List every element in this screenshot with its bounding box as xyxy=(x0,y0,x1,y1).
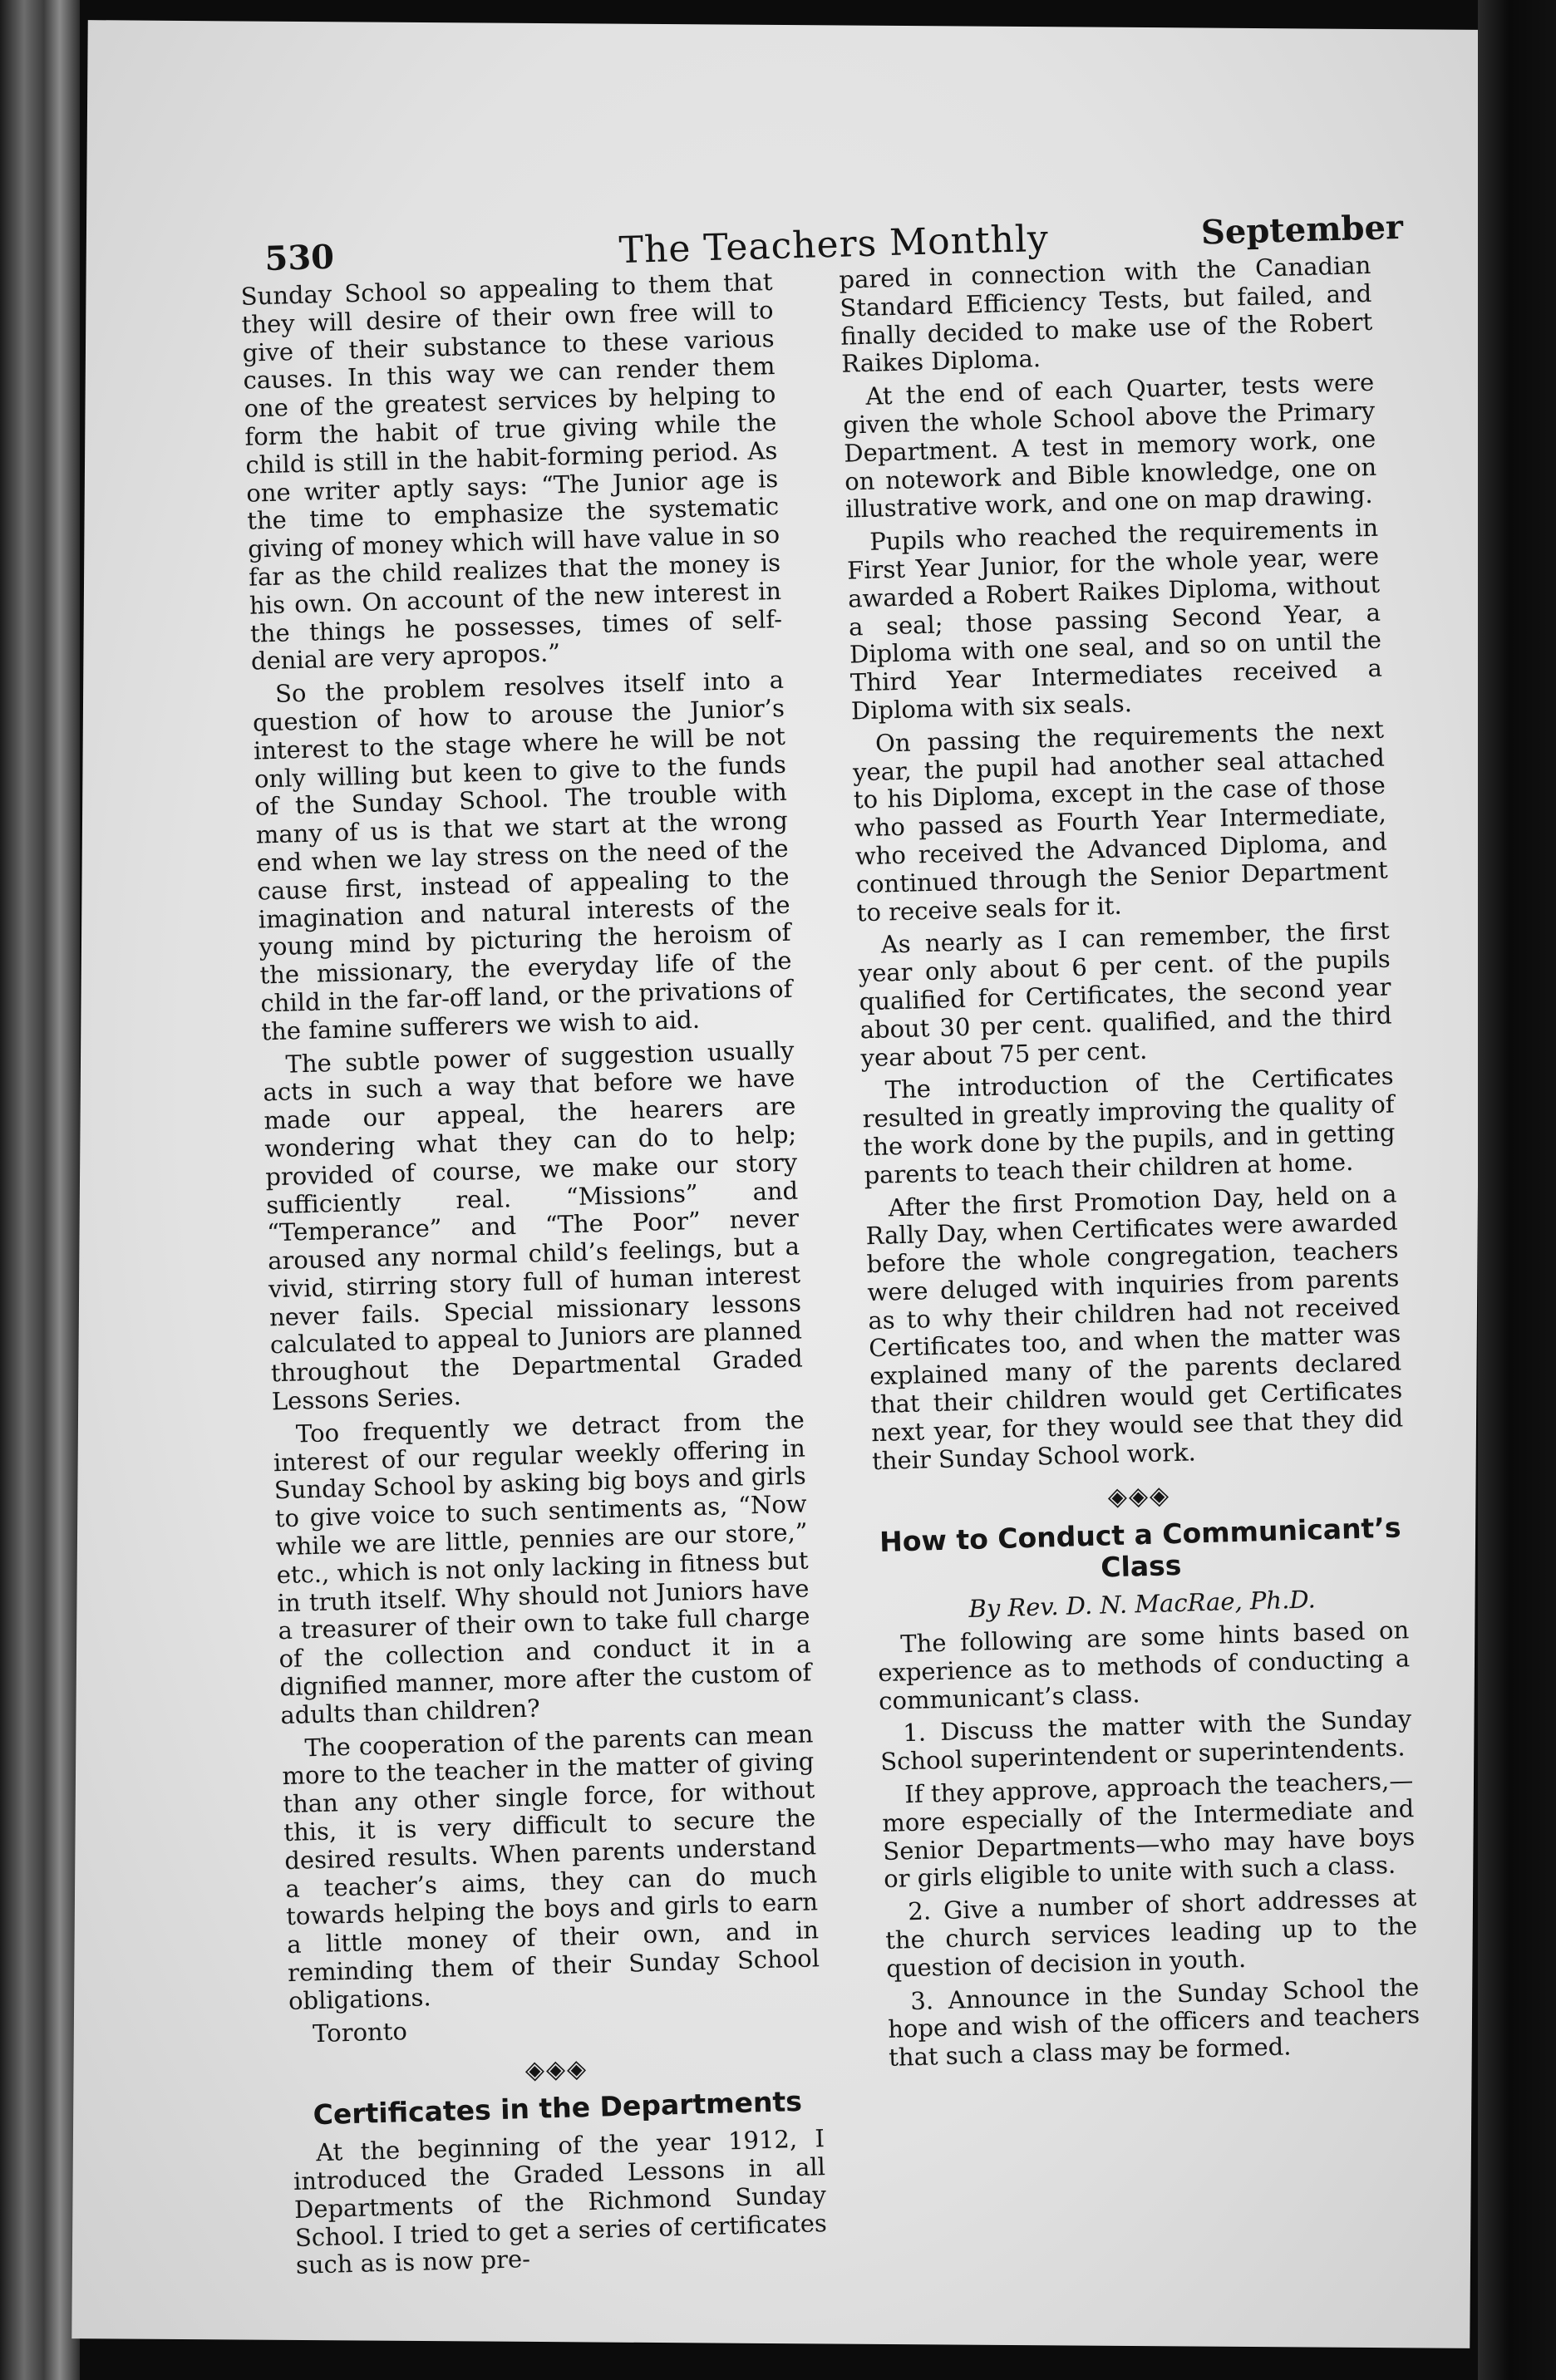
paragraph: 1. Discuss the matter with the Sunday School superintendent or superintendents. xyxy=(879,1704,1412,1777)
paragraph: The introduction of the Certificates resulted in greatly improving the quality of the work done by the pupils, and in getting parents to teach their children at home. xyxy=(862,1061,1396,1190)
paragraph: So the problem resolves itself into a question of how to arouse the Junior’s interest to the stage where he will be not only willing but keen to give to the funds of the Sunday School. The trouble with many of us is that we start at the wrong end when we lay stress on the need of the cause first, instead of appealing to the imagination and natural interests of the young mind by picturing the heroism of the missionary, the everyday life of the child in the far-off land, or the privations of the famine sufferers we wish to aid. xyxy=(252,665,793,1046)
paragraph: The subtle power of suggestion usually acts in such a way that before we have made our appeal, the hearers are wondering what they can do to help; provided of course, we make our story sufficiently real. “Missions” and “Temperance” and “The Poor” never aroused any normal child’s feelings, but a vivid, stirring story full of human interest never fails. Special missionary lessons calculated to appeal to Juniors are planned throughout the Departmental Graded Lessons Series. xyxy=(263,1035,804,1416)
book-binding-edge xyxy=(0,0,80,2380)
paragraph: The cooperation of the parents can mean more to the teacher in the matter of giving than any other single force, for without this, it is very difficult to secure the desired results. When parents understand a teacher’s aims, they can do much towards helping the boys and girls to earn a little money of their own, and in reminding them of their Sunday School obligations. xyxy=(282,1719,820,2015)
author-byline: By Rev. D. N. MacRae, Ph.D. xyxy=(968,1585,1317,1624)
article-heading: How to Conduct a Communicant’s Class xyxy=(879,1511,1401,1584)
section-ornament: ◈◈◈ xyxy=(524,2054,588,2086)
article-signoff: Toronto xyxy=(312,2016,408,2048)
paragraph: Pupils who reached the requirements in First Year Junior, for the whole year, were awarded a Robert Raikes Diploma, without a seal; those passing Second Year, a Diploma with one seal, and so on until the Third Year Intermediates received a Diploma with six seals. xyxy=(846,513,1383,725)
right-column xyxy=(839,252,1421,2078)
journal-title: The Teachers Monthly xyxy=(618,217,1050,273)
paragraph: 3. Announce in the Sunday School the hope and wish of the officers and teachers that such a class may be formed. xyxy=(887,1972,1421,2073)
paragraph: pared in connection with the Canadian Standard Efficiency Tests, but failed, and finally decided to make use of the Robert Raikes Diploma. xyxy=(839,250,1373,379)
paragraph: On passing the requirements the next year, the pupil had another seal attached to his Diploma, except in the case of those who passed as Fourth Year Intermediate, who received the Advanced Diploma, and continued through the Senior Department to receive seals for it. xyxy=(852,715,1389,927)
page-content xyxy=(173,207,1456,2280)
paragraph: Too frequently we detract from the interest of our regular weekly offering in Sunday School by asking big boys and girls to give voice to such sentiments as, “Now while we are little, pennies are our store,” etc., which is not only lacking in fitness but in truth itself. Why should not Juniors have a treasurer of their own to take full charge of the collection and conduct it in a dignified manner, more after the custom of adults than children? xyxy=(273,1405,812,1730)
paragraph: As nearly as I can remember, the first year only about 6 per cent. of the pupils qualified for Certificates, the second year about 30 per cent. qualified, and the third year about 75 per cent. xyxy=(858,916,1392,1072)
paragraph: The following are some hints based on experience as to methods of conducting a communicant’s class. xyxy=(877,1615,1411,1715)
paragraph: If they approve, approach the teachers,—more especially of the Intermediate and Senior Departments—who may have boys or girls eligible to unite with such a class. xyxy=(881,1766,1416,1894)
page-number: 530 xyxy=(263,237,335,279)
section-ornament: ◈◈◈ xyxy=(1107,1481,1171,1512)
paragraph: At the beginning of the year 1912, I introduced the Graded Lessons in all Departments of the Richmond Sunday School. I tried to get a series of certificates such as is now pre- xyxy=(293,2124,828,2280)
paragraph: Sunday School so appealing to them that they will desire of their own free will to give of their substance to these various causes. In this way we can render them one of the greatest services by helping to form the habit of true giving while the child is still in the habit-forming period. As one writer aptly says: “The Junior age is the time to emphasize the systematic giving of money which will have value in so far as the child realizes that the money is his own. On account of the new interest in the things he possesses, times of self-denial are very apropos.” xyxy=(240,267,783,676)
issue-month: September xyxy=(1200,207,1404,253)
paragraph: After the first Promotion Day, held on a Rally Day, when Certificates were awarded before the whole congregation, teachers were deluged with inquiries from parents as to why their children had not received Certificates too, and when the matter was explained many of the parents declared that their children would get Certificates next year, for they would see that they did their Sunday School work. xyxy=(865,1178,1404,1475)
left-column xyxy=(240,268,828,2285)
scanner-background xyxy=(1478,0,1556,2380)
article-heading: Certificates in the Departments xyxy=(313,2085,803,2132)
paragraph: 2. Give a number of short addresses at the church services leading up to the question of decision in youth. xyxy=(884,1883,1418,1983)
paragraph: At the end of each Quarter, tests were given the whole School above the Primary Department. A test in memory work, one on notework and Bible knowledge, one on illustrative work, and one on map drawing. xyxy=(842,368,1377,524)
